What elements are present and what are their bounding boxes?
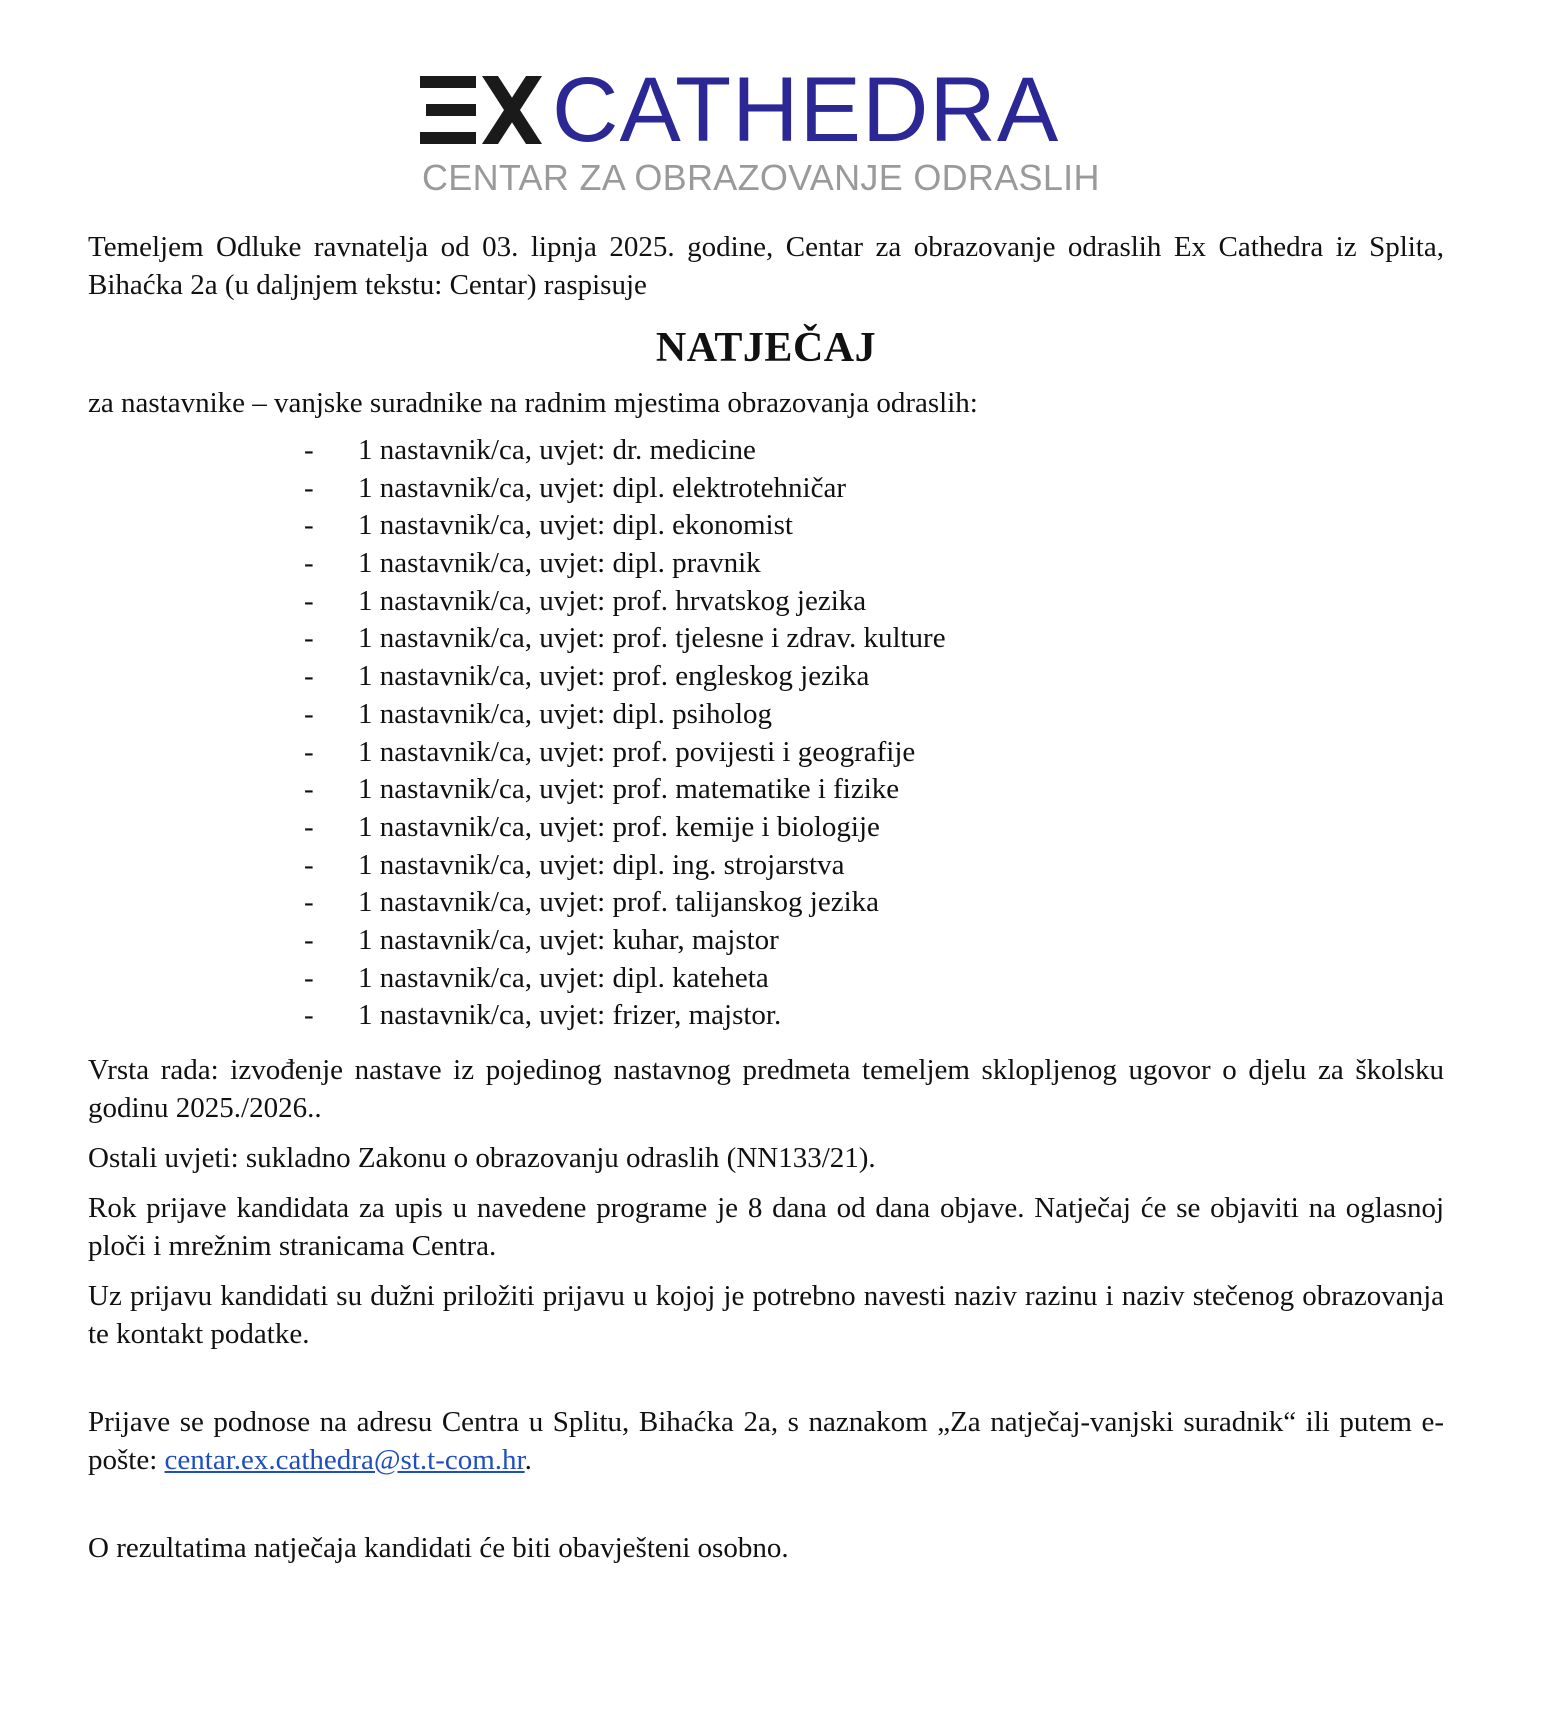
list-dash: - xyxy=(304,660,314,693)
list-dash: - xyxy=(304,886,314,919)
ex-logo-mark xyxy=(420,76,542,144)
list-item xyxy=(88,658,1444,696)
results-paragraph: O rezultatima natječaja kandidati će biti obavješteni osobno. xyxy=(88,1532,789,1564)
submission-suffix: . xyxy=(524,1444,532,1476)
email-link[interactable]: centar.ex.cathedra@st.t-com.hr xyxy=(164,1444,525,1476)
positions-list xyxy=(88,432,1444,1035)
position-text: 1 nastavnik/ca, uvjet: kuhar, majstor xyxy=(358,923,779,956)
position-text: 1 nastavnik/ca, uvjet: dipl. elektrotehničar xyxy=(358,471,847,504)
list-dash: - xyxy=(304,773,314,806)
position-text: 1 nastavnik/ca, uvjet: dipl. kateheta xyxy=(358,961,769,994)
list-dash: - xyxy=(304,848,314,881)
list-dash: - xyxy=(304,697,314,730)
list-item xyxy=(88,884,1444,922)
list-dash: - xyxy=(304,434,314,466)
list-dash: - xyxy=(304,509,314,542)
list-item xyxy=(88,696,1444,734)
intro-paragraph: Temeljem Odluke ravnatelja od 03. lipnja 2025. godine, Centar za obrazovanje odraslih Ex Cathedra iz Splita, Bihaćka 2a (u daljnjem tekstu: Centar) raspisuje xyxy=(88,231,1444,301)
position-text: 1 nastavnik/ca, uvjet: frizer, majstor. xyxy=(358,999,782,1032)
list-item xyxy=(88,771,1444,809)
document-title: NATJEČAJ xyxy=(655,325,877,371)
list-dash: - xyxy=(304,622,314,655)
position-text: 1 nastavnik/ca, uvjet: prof. matematike i fizike xyxy=(358,773,900,806)
list-item xyxy=(88,734,1444,772)
position-text: 1 nastavnik/ca, uvjet: prof. tjelesne i zdrav. kulture xyxy=(358,622,946,655)
document-body xyxy=(88,228,1444,1579)
positions-heading: za nastavnike – vanjske suradnike na radnim mjestima obrazovanja odraslih: xyxy=(88,387,978,419)
list-item xyxy=(88,960,1444,998)
list-item xyxy=(88,922,1444,960)
spacer xyxy=(88,1491,1444,1529)
list-item xyxy=(88,470,1444,508)
list-dash: - xyxy=(304,471,314,504)
list-dash: - xyxy=(304,923,314,956)
position-text: 1 nastavnik/ca, uvjet: prof. talijanskog jezika xyxy=(358,886,880,919)
logo-name: CATHEDRA xyxy=(552,59,1060,161)
logo-subtitle: CENTAR ZA OBRAZOVANJE ODRASLIH xyxy=(422,157,1100,198)
list-item xyxy=(88,997,1444,1035)
position-text: 1 nastavnik/ca, uvjet: dipl. pravnik xyxy=(358,547,761,580)
list-item xyxy=(88,507,1444,545)
list-item xyxy=(88,847,1444,885)
position-text: 1 nastavnik/ca, uvjet: prof. kemije i biologije xyxy=(358,810,880,843)
list-dash: - xyxy=(304,961,314,994)
list-dash: - xyxy=(304,547,314,580)
position-text: 1 nastavnik/ca, uvjet: dr. medicine xyxy=(358,434,756,466)
position-text: 1 nastavnik/ca, uvjet: prof. povijesti i geografije xyxy=(358,735,916,768)
spacer xyxy=(88,1365,1444,1403)
submission-text: Prijave se podnose na adresu Centra u Splitu, Bihaćka 2a, s naznakom „Za natječaj-vanjski suradnik“ ili putem e-pošte: xyxy=(88,1406,1444,1476)
list-dash: - xyxy=(304,999,314,1032)
list-item xyxy=(88,620,1444,658)
list-item xyxy=(88,545,1444,583)
list-dash: - xyxy=(304,584,314,617)
position-text: 1 nastavnik/ca, uvjet: dipl. psiholog xyxy=(358,697,773,730)
submission-paragraph xyxy=(88,1403,1444,1479)
position-text: 1 nastavnik/ca, uvjet: dipl. ekonomist xyxy=(358,509,793,542)
list-item xyxy=(88,809,1444,847)
list-dash: - xyxy=(304,810,314,843)
position-text: 1 nastavnik/ca, uvjet: prof. hrvatskog jezika xyxy=(358,584,867,617)
position-text: 1 nastavnik/ca, uvjet: dipl. ing. strojarstva xyxy=(358,848,845,881)
list-dash: - xyxy=(304,735,314,768)
list-item xyxy=(88,583,1444,621)
position-text: 1 nastavnik/ca, uvjet: prof. engleskog jezika xyxy=(358,660,870,693)
deadline-paragraph: Rok prijave kandidata za upis u navedene programe je 8 dana od dana objave. Natječaj će se objaviti na oglasnoj ploči i mrežnim stranicama Centra. xyxy=(88,1192,1444,1262)
documents-paragraph: Uz prijavu kandidati su dužni priložiti prijavu u kojoj je potrebno navesti naziv razinu i naziv stečenog obrazovanja te kontakt podatke. xyxy=(88,1280,1444,1350)
ex-cathedra-logo xyxy=(420,59,1120,200)
list-item xyxy=(88,432,1444,470)
work-type-paragraph: Vrsta rada: izvođenje nastave iz pojedinog nastavnog predmeta temeljem sklopljenog ugovor o djelu za školsku godinu 2025./2026.. xyxy=(88,1054,1444,1124)
other-conditions-paragraph: Ostali uvjeti: sukladno Zakonu o obrazovanju odraslih (NN133/21). xyxy=(88,1142,876,1174)
